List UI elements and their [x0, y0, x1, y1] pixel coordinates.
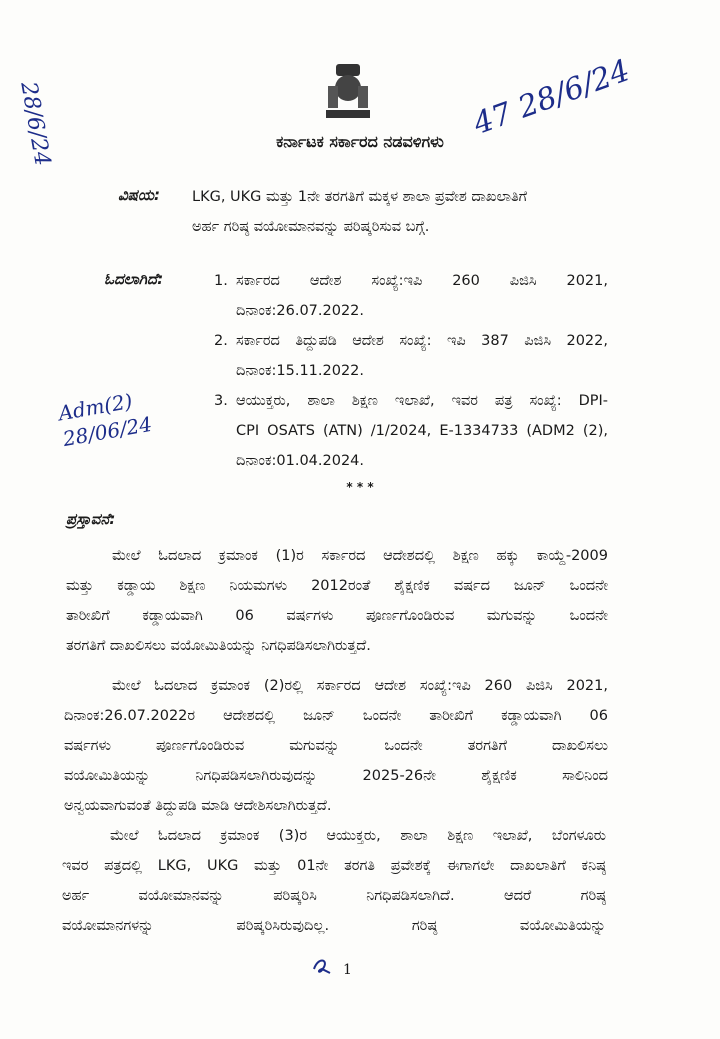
handwritten-date-signature: 47 28/6/24: [468, 53, 635, 142]
paragraph-line: ತಾರೀಖಿಗೆ ಕಡ್ಡಾಯವಾಗಿ 06 ವರ್ಷಗಳು ಪೂರ್ಣಗೊಂಡಿರುವ ಮಗುವನ್ನು ಒಂದನೇ: [66, 608, 608, 624]
ref-line: CPI OSATS (ATN) /1/2024, E-1334733 (ADM2 (2),: [236, 423, 608, 439]
paragraph-line: ಅರ್ಹ ವಯೋಮಾನವನ್ನು ಪರಿಷ್ಕರಿಸಿ ನಿಗಧಿಪಡಿಸಲಾಗಿದೆ. ಆದರೆ ಗರಿಷ್ಠ: [62, 888, 606, 904]
paragraph-line: ತರಗತಿಗೆ ದಾಖಲಿಸಲು ವಯೋಮಿತಿಯನ್ನು ನಿಗಧಿಪಡಿಸಲಾಗಿರುತ್ತದೆ.: [66, 638, 371, 654]
ref-number: 1.: [214, 273, 228, 289]
preamble-label: ಪ್ರಸ್ತಾವನೆ:: [66, 510, 116, 528]
paragraph-line: ವಯೋಮಿತಿಯನ್ನು ನಿಗಧಿಪಡಿಸಲಾಗಿರುವುದನ್ನು 2025-26ನೇ ಶೈಕ್ಷಣಿಕ ಸಾಲಿನಿಂದ: [64, 768, 608, 784]
paragraph-line: ವರ್ಷಗಳು ಪೂರ್ಣಗೊಂಡಿರುವ ಮಗುವನ್ನು ಒಂದನೇ ತರಗತಿಗೆ ದಾಖಲಿಸಲು: [64, 738, 608, 754]
handwritten-margin-note: 28/6/24: [15, 80, 55, 168]
ref-line: ದಿನಾಂಕ:15.11.2022.: [236, 363, 365, 379]
subject-label: ವಿಷಯ:: [118, 186, 160, 204]
subject-line: ಅರ್ಹ ಗರಿಷ್ಠ ವಯೋಮಾನವನ್ನು ಪರಿಷ್ಕರಿಸುವ ಬಗ್ಗೆ.: [192, 219, 430, 235]
ref-line: ಸರ್ಕಾರದ ತಿದ್ದುಪಡಿ ಆದೇಶ ಸಂಖ್ಯೆ: ಇಪಿ 387 ಪಿಜಿಸಿ 2022,: [236, 333, 608, 349]
ref-line: ದಿನಾಂಕ:26.07.2022.: [236, 303, 365, 319]
paragraph-line: ಮೇಲೆ ಓದಲಾದ ಕ್ರಮಾಂಕ (3)ರ ಆಯುಕ್ತರು, ಶಾಲಾ ಶಿಕ್ಷಣ ಇಲಾಖೆ, ಬೆಂಗಳೂರು: [110, 828, 606, 844]
paragraph-line: ಇವರ ಪತ್ರದಲ್ಲಿ LKG, UKG ಮತ್ತು 01ನೇ ತರಗತಿ ಪ್ರವೇಶಕ್ಕೆ ಈಗಾಗಲೇ ದಾಖಲಾತಿಗೆ ಕನಿಷ್ಠ: [62, 858, 606, 874]
paragraph-line: ಮೇಲೆ ಓದಲಾದ ಕ್ರಮಾಂಕ (2)ರಲ್ಲಿ ಸರ್ಕಾರದ ಆದೇಶ ಸಂಖ್ಯೆ:ಇಪಿ 260 ಪಿಜಿಸಿ 2021,: [112, 678, 608, 694]
references-label: ಓದಲಾಗಿದೆ:: [104, 270, 164, 288]
page-title: ಕರ್ನಾಟಕ ಸರ್ಕಾರದ ನಡವಳಿಗಳು: [276, 132, 444, 151]
ref-line: ದಿನಾಂಕ:01.04.2024.: [236, 453, 365, 469]
ref-number: 3.: [214, 393, 228, 409]
ref-line: ಆಯುಕ್ತರು, ಶಾಲಾ ಶಿಕ್ಷಣ ಇಲಾಖೆ, ಇವರ ಪತ್ರ ಸಂಖ್ಯೆ: DPI-: [236, 393, 608, 409]
page-number: 1: [343, 962, 352, 978]
subject-line: LKG, UKG ಮತ್ತು 1ನೇ ತರಗತಿಗೆ ಮಕ್ಕಳ ಶಾಲಾ ಪ್ರವೇಶ ದಾಖಲಾತಿಗೆ: [192, 189, 528, 205]
paragraph-line: ಮೇಲೆ ಓದಲಾದ ಕ್ರಮಾಂಕ (1)ರ ಸರ್ಕಾರದ ಆದೇಶದಲ್ಲಿ ಶಿಕ್ಷಣ ಹಕ್ಕು ಕಾಯ್ದೆ-2009: [112, 548, 608, 564]
initials-signature-icon: [310, 955, 334, 979]
ref-number: 2.: [214, 333, 228, 349]
separator: * * *: [346, 480, 374, 494]
paragraph-line: ಮತ್ತು ಕಡ್ಡಾಯ ಶಿಕ್ಷಣ ನಿಯಮಗಳು 2012ರಂತೆ ಶೈಕ್ಷಣಿಕ ವರ್ಷದ ಜೂನ್ ಒಂದನೇ: [66, 578, 608, 594]
paragraph-line: ಅನ್ವಯವಾಗುವಂತೆ ತಿದ್ದುಪಡಿ ಮಾಡಿ ಆದೇಶಿಸಲಾಗಿರುತ್ತದೆ.: [64, 798, 332, 814]
handwritten-adm-note: Adm(2) 28/06/24: [56, 388, 154, 452]
emblem-icon: [322, 62, 374, 124]
ref-line: ಸರ್ಕಾರದ ಆದೇಶ ಸಂಖ್ಯೆ:ಇಪಿ 260 ಪಿಜಿಸಿ 2021,: [236, 273, 608, 289]
paragraph-line: ದಿನಾಂಕ:26.07.2022ರ ಆದೇಶದಲ್ಲಿ ಜೂನ್ ಒಂದನೇ ತಾರೀಖಿಗೆ ಕಡ್ಡಾಯವಾಗಿ 06: [64, 708, 608, 724]
paragraph-line: ವಯೋಮಾನಗಳನ್ನು ಪರಿಷ್ಕರಿಸಿರುವುದಿಲ್ಲ. ಗರಿಷ್ಠ ವಯೋಮಿತಿಯನ್ನು: [62, 918, 606, 934]
